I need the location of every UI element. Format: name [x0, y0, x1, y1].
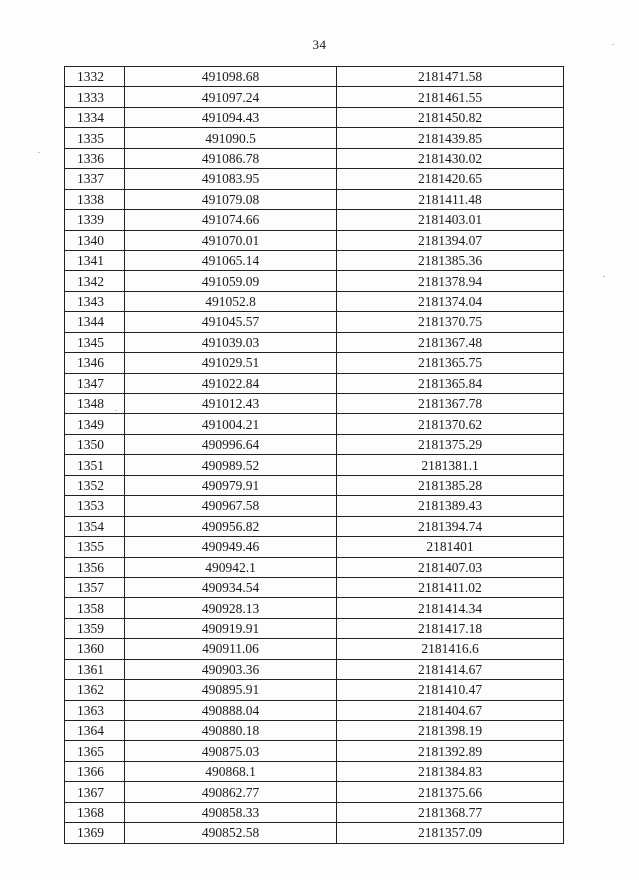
point-number-cell: 1343 — [65, 291, 125, 311]
x-coordinate-cell: 491097.24 — [125, 87, 337, 107]
coordinates-table-body — [65, 67, 564, 844]
table-row — [65, 291, 564, 311]
x-coordinate-cell: 491045.57 — [125, 312, 337, 332]
x-coordinate-cell: 491079.08 — [125, 189, 337, 209]
point-number-cell: 1332 — [65, 67, 125, 87]
table-row — [65, 659, 564, 679]
point-number-cell: 1355 — [65, 537, 125, 557]
x-coordinate-cell: 491090.5 — [125, 128, 337, 148]
point-number-cell: 1366 — [65, 761, 125, 781]
y-coordinate-cell: 2181398.19 — [337, 721, 564, 741]
table-row — [65, 823, 564, 843]
y-coordinate-cell: 2181407.03 — [337, 557, 564, 577]
table-row — [65, 189, 564, 209]
point-number-cell: 1361 — [65, 659, 125, 679]
table-row — [65, 414, 564, 434]
x-coordinate-cell: 491039.03 — [125, 332, 337, 352]
table-row — [65, 577, 564, 597]
point-number-cell: 1339 — [65, 210, 125, 230]
y-coordinate-cell: 2181385.28 — [337, 475, 564, 495]
table-row — [65, 107, 564, 127]
x-coordinate-cell: 491065.14 — [125, 250, 337, 270]
y-coordinate-cell: 2181394.74 — [337, 516, 564, 536]
point-number-cell: 1336 — [65, 148, 125, 168]
y-coordinate-cell: 2181403.01 — [337, 210, 564, 230]
y-coordinate-cell: 2181461.55 — [337, 87, 564, 107]
scan-speck — [612, 44, 614, 45]
point-number-cell: 1333 — [65, 87, 125, 107]
table-row — [65, 332, 564, 352]
table-row — [65, 271, 564, 291]
table-row — [65, 394, 564, 414]
table-row — [65, 373, 564, 393]
x-coordinate-cell: 490979.91 — [125, 475, 337, 495]
point-number-cell: 1365 — [65, 741, 125, 761]
x-coordinate-cell: 490858.33 — [125, 802, 337, 822]
y-coordinate-cell: 2181430.02 — [337, 148, 564, 168]
table-row — [65, 516, 564, 536]
y-coordinate-cell: 2181410.47 — [337, 680, 564, 700]
x-coordinate-cell: 491052.8 — [125, 291, 337, 311]
y-coordinate-cell: 2181414.34 — [337, 598, 564, 618]
y-coordinate-cell: 2181375.66 — [337, 782, 564, 802]
table-row — [65, 618, 564, 638]
point-number-cell: 1346 — [65, 353, 125, 373]
x-coordinate-cell: 490942.1 — [125, 557, 337, 577]
y-coordinate-cell: 2181392.89 — [337, 741, 564, 761]
y-coordinate-cell: 2181394.07 — [337, 230, 564, 250]
y-coordinate-cell: 2181381.1 — [337, 455, 564, 475]
point-number-cell: 1359 — [65, 618, 125, 638]
point-number-cell: 1348 — [65, 394, 125, 414]
point-number-cell: 1347 — [65, 373, 125, 393]
point-number-cell: 1350 — [65, 434, 125, 454]
y-coordinate-cell: 2181365.75 — [337, 353, 564, 373]
table-row — [65, 353, 564, 373]
point-number-cell: 1352 — [65, 475, 125, 495]
x-coordinate-cell: 490888.04 — [125, 700, 337, 720]
x-coordinate-cell: 491029.51 — [125, 353, 337, 373]
x-coordinate-cell: 490852.58 — [125, 823, 337, 843]
point-number-cell: 1354 — [65, 516, 125, 536]
x-coordinate-cell: 491094.43 — [125, 107, 337, 127]
x-coordinate-cell: 491074.66 — [125, 210, 337, 230]
y-coordinate-cell: 2181414.67 — [337, 659, 564, 679]
point-number-cell: 1349 — [65, 414, 125, 434]
y-coordinate-cell: 2181367.48 — [337, 332, 564, 352]
table-row — [65, 700, 564, 720]
table-row — [65, 761, 564, 781]
point-number-cell: 1335 — [65, 128, 125, 148]
table-row — [65, 802, 564, 822]
x-coordinate-cell: 490996.64 — [125, 434, 337, 454]
table-row — [65, 67, 564, 87]
point-number-cell: 1344 — [65, 312, 125, 332]
point-number-cell: 1340 — [65, 230, 125, 250]
y-coordinate-cell: 2181384.83 — [337, 761, 564, 781]
point-number-cell: 1341 — [65, 250, 125, 270]
x-coordinate-cell: 490880.18 — [125, 721, 337, 741]
point-number-cell: 1368 — [65, 802, 125, 822]
point-number-cell: 1364 — [65, 721, 125, 741]
x-coordinate-cell: 490928.13 — [125, 598, 337, 618]
scan-speck — [115, 410, 117, 411]
table-row — [65, 639, 564, 659]
x-coordinate-cell: 490934.54 — [125, 577, 337, 597]
y-coordinate-cell: 2181417.18 — [337, 618, 564, 638]
x-coordinate-cell: 490868.1 — [125, 761, 337, 781]
point-number-cell: 1362 — [65, 680, 125, 700]
table-row — [65, 680, 564, 700]
point-number-cell: 1353 — [65, 496, 125, 516]
y-coordinate-cell: 2181370.75 — [337, 312, 564, 332]
point-number-cell: 1334 — [65, 107, 125, 127]
table-row — [65, 87, 564, 107]
point-number-cell: 1369 — [65, 823, 125, 843]
table-row — [65, 557, 564, 577]
y-coordinate-cell: 2181367.78 — [337, 394, 564, 414]
x-coordinate-cell: 491083.95 — [125, 169, 337, 189]
y-coordinate-cell: 2181370.62 — [337, 414, 564, 434]
scan-speck — [38, 152, 40, 153]
page-number: 34 — [312, 37, 327, 52]
table-row — [65, 230, 564, 250]
x-coordinate-cell: 490919.91 — [125, 618, 337, 638]
x-coordinate-cell: 490949.46 — [125, 537, 337, 557]
x-coordinate-cell: 490862.77 — [125, 782, 337, 802]
table-row — [65, 475, 564, 495]
table-row — [65, 169, 564, 189]
x-coordinate-cell: 490895.91 — [125, 680, 337, 700]
y-coordinate-cell: 2181439.85 — [337, 128, 564, 148]
y-coordinate-cell: 2181375.29 — [337, 434, 564, 454]
table-row — [65, 537, 564, 557]
y-coordinate-cell: 2181365.84 — [337, 373, 564, 393]
table-row — [65, 455, 564, 475]
x-coordinate-cell: 491070.01 — [125, 230, 337, 250]
y-coordinate-cell: 2181404.67 — [337, 700, 564, 720]
y-coordinate-cell: 2181411.48 — [337, 189, 564, 209]
point-number-cell: 1338 — [65, 189, 125, 209]
y-coordinate-cell: 2181420.65 — [337, 169, 564, 189]
table-row — [65, 741, 564, 761]
x-coordinate-cell: 490903.36 — [125, 659, 337, 679]
point-number-cell: 1342 — [65, 271, 125, 291]
x-coordinate-cell: 491012.43 — [125, 394, 337, 414]
table-row — [65, 782, 564, 802]
x-coordinate-cell: 490967.58 — [125, 496, 337, 516]
y-coordinate-cell: 2181401 — [337, 537, 564, 557]
point-number-cell: 1360 — [65, 639, 125, 659]
table-row — [65, 210, 564, 230]
table-row — [65, 312, 564, 332]
y-coordinate-cell: 2181450.82 — [337, 107, 564, 127]
y-coordinate-cell: 2181378.94 — [337, 271, 564, 291]
point-number-cell: 1337 — [65, 169, 125, 189]
point-number-cell: 1363 — [65, 700, 125, 720]
point-number-cell: 1367 — [65, 782, 125, 802]
x-coordinate-cell: 490875.03 — [125, 741, 337, 761]
x-coordinate-cell: 490956.82 — [125, 516, 337, 536]
x-coordinate-cell: 491022.84 — [125, 373, 337, 393]
table-row — [65, 496, 564, 516]
table-row — [65, 721, 564, 741]
y-coordinate-cell: 2181368.77 — [337, 802, 564, 822]
y-coordinate-cell: 2181385.36 — [337, 250, 564, 270]
point-number-cell: 1358 — [65, 598, 125, 618]
y-coordinate-cell: 2181357.09 — [337, 823, 564, 843]
x-coordinate-cell: 491086.78 — [125, 148, 337, 168]
point-number-cell: 1357 — [65, 577, 125, 597]
x-coordinate-cell: 491004.21 — [125, 414, 337, 434]
y-coordinate-cell: 2181416.6 — [337, 639, 564, 659]
table-row — [65, 598, 564, 618]
y-coordinate-cell: 2181411.02 — [337, 577, 564, 597]
point-number-cell: 1345 — [65, 332, 125, 352]
x-coordinate-cell: 490911.06 — [125, 639, 337, 659]
y-coordinate-cell: 2181389.43 — [337, 496, 564, 516]
table-row — [65, 250, 564, 270]
x-coordinate-cell: 491098.68 — [125, 67, 337, 87]
scan-speck — [603, 276, 605, 277]
coordinates-table — [64, 66, 564, 844]
x-coordinate-cell: 490989.52 — [125, 455, 337, 475]
x-coordinate-cell: 491059.09 — [125, 271, 337, 291]
point-number-cell: 1356 — [65, 557, 125, 577]
table-row — [65, 128, 564, 148]
table-row — [65, 148, 564, 168]
point-number-cell: 1351 — [65, 455, 125, 475]
y-coordinate-cell: 2181374.04 — [337, 291, 564, 311]
table-row — [65, 434, 564, 454]
y-coordinate-cell: 2181471.58 — [337, 67, 564, 87]
